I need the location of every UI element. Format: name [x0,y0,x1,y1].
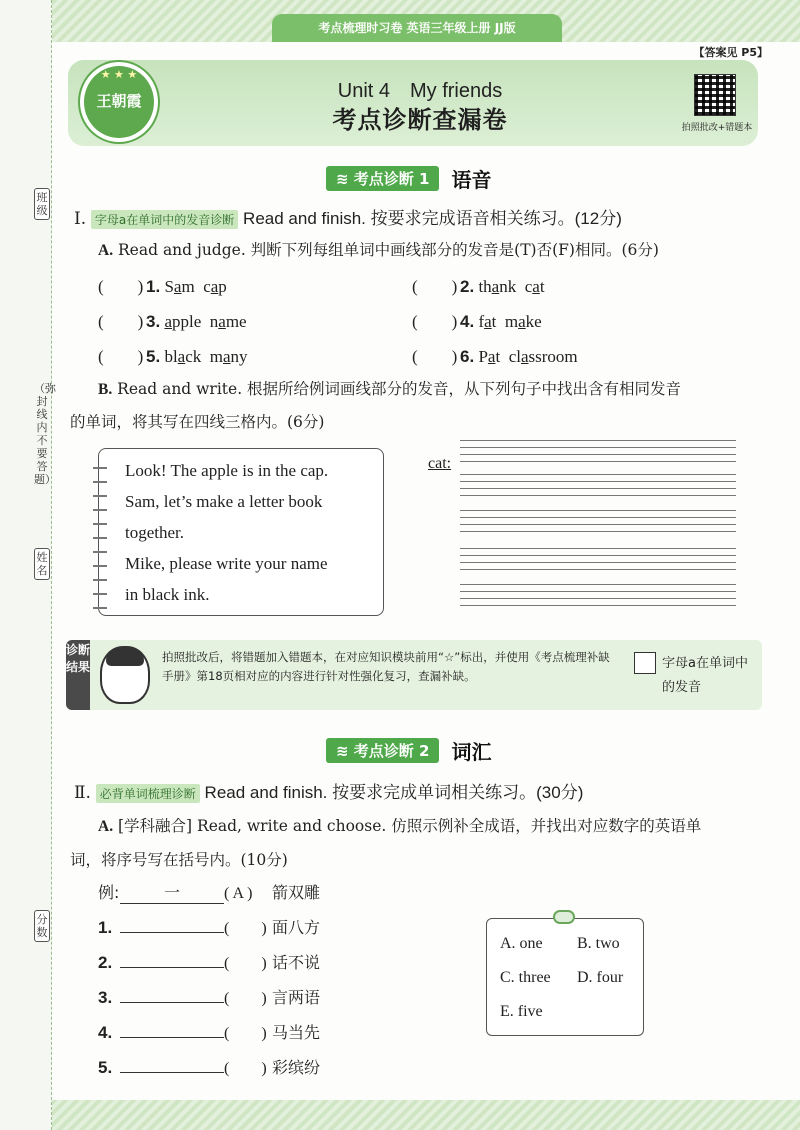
word-2: make [504,312,542,331]
example-idiom: 箭双雕 [272,883,321,902]
idiom-text: 彩缤纷 [272,1058,321,1077]
judge-item-1[interactable] [98,272,227,297]
question2-number: Ⅱ. [74,783,91,803]
logo-stars-icon: ★ ★ ★ [100,68,138,81]
idiom-blank[interactable] [120,1002,224,1003]
choice-e: E. five [500,1003,543,1020]
question2-instruction: Read and finish. 按要求完成单词相关练习。(30分) [204,783,584,802]
item-number: 2. [460,277,475,296]
idiom-text: 面八方 [272,918,321,937]
answer-paren[interactable]: ( ) [224,1025,267,1042]
notebook-line-2: Sam, let’s make a letter book [125,492,323,511]
q2-partA-text: [学科融合] Read, write and choose. 仿照示例补全成语，并找出对应数字的英语单 [113,817,702,835]
word-1: black [164,347,202,366]
question2-line [74,778,583,803]
qr-label: 拍照批改+错题本 [681,123,753,133]
item-number: 4. [98,1023,113,1042]
example-blank: 一 [120,880,224,904]
answer-paren[interactable]: ( ) [412,277,458,296]
answer-paren[interactable]: ( ) [98,312,144,331]
item-number: 6. [460,347,475,366]
idiom-example [98,880,320,904]
diagnosis-text: 拍照批改后，将错题加入错题本，在对应知识模块前用“☆”标出，并使用《考点梳理补缺手册》第18页相对应的内容进行针对性强化复习，查漏补缺。 [162,650,610,683]
section1-heading [326,164,491,193]
question1-tag: 字母a在单词中的发音诊断 [91,210,238,229]
section2-pill: ≋ 考点诊断 2 [326,738,439,763]
item-number: 1. [98,918,113,937]
spiral-rings-icon [93,459,107,609]
answer-paren[interactable]: ( ) [224,990,267,1007]
judge-item-4[interactable] [412,307,542,332]
section2-heading [326,736,491,765]
section2-topic: 词汇 [451,740,492,764]
writing-grid-3[interactable] [460,510,736,532]
idiom-blank[interactable] [120,967,224,968]
idiom-blank[interactable] [120,1072,224,1073]
judge-item-3[interactable] [98,307,247,332]
question1-instruction: Read and finish. 按要求完成语音相关练习。(12分) [243,209,622,228]
score-label: 分数 [34,910,50,942]
diagnosis-topic: 字母a在单词中的发音 [662,656,748,695]
q2-partA-line1 [98,814,701,836]
idiom-blank[interactable] [120,932,224,933]
word-1: apple [164,312,202,331]
idiom-text: 言两语 [272,988,321,1007]
section1-pill: ≋ 考点诊断 1 [326,166,439,191]
class-label: 班级 [34,188,50,220]
answer-paren[interactable]: ( ) [412,347,458,366]
item-number: 3. [98,988,113,1007]
judge-item-6[interactable] [412,342,578,367]
example-label: 例: [98,883,120,902]
answer-paren[interactable]: ( ) [412,312,458,331]
paper-clip-icon [553,910,575,924]
idiom-item-2[interactable] [98,950,320,973]
idiom-item-5[interactable] [98,1055,320,1078]
partA-text: Read and judge. 判断下列每组单词中画线部分的发音是(T)否(F)相同。(6分) [113,241,659,259]
partB-instruction-line2: 的单词，将其写在四线三格内。(6分) [70,413,325,431]
item-number: 5. [98,1058,113,1077]
idiom-blank[interactable] [120,1037,224,1038]
choice-b: B. two [577,935,620,952]
idiom-item-1[interactable] [98,915,320,938]
partA-instruction [98,238,659,260]
question1-line [74,204,622,229]
word-1: Pat [478,347,501,366]
example-word-cat: cat: [428,455,452,472]
idiom-item-3[interactable] [98,985,320,1008]
answer-paren[interactable]: ( ) [224,920,267,937]
item-number: 3. [146,312,161,331]
idiom-item-4[interactable] [98,1020,320,1043]
word-1: thank [478,277,517,296]
q2-partA-label: A. [98,818,114,835]
idiom-text: 话不说 [272,953,321,972]
diagnosis-tab: 诊断结果 [66,640,90,710]
partB-instruction-line1 [98,377,681,399]
choice-d: D. four [577,969,624,986]
word-2: classroom [508,347,578,366]
answer-paren[interactable]: ( ) [98,277,144,296]
writing-grid-2[interactable] [460,474,736,496]
word-2: many [209,347,248,366]
word-1: fat [478,312,497,331]
example-paren: ( A ) [224,885,253,902]
item-number: 4. [460,312,475,331]
q2-partA-line2: 词，将序号写在括号内。(10分) [70,851,288,869]
question2-tag: 必背单词梳理诊断 [96,784,200,803]
choice-c: C. three [500,969,551,986]
writing-grid-4[interactable] [460,548,736,570]
partB-label: B. [98,381,113,398]
bottom-band [52,1100,800,1130]
word-2: name [209,312,247,331]
choice-a: A. one [500,935,543,952]
sentence-notebook [98,448,384,616]
writing-grid-5[interactable] [460,584,736,606]
partA-label: A. [98,242,114,259]
exam-title: 考点诊断查漏卷 [332,106,508,134]
logo-text: 王朝霞 [96,92,142,110]
writing-grid-1[interactable] [460,440,736,462]
answer-reference: 【答案见 P5】 [693,46,768,59]
brand-logo [80,62,158,142]
question1-number: Ⅰ. [74,209,87,229]
item-number: 5. [146,347,161,366]
unit-title: Unit 4 My friends [337,80,503,102]
series-title: 考点梳理时习卷 英语三年级上册 JJ版 [272,14,562,42]
section1-topic: 语音 [451,168,492,192]
partB-text: Read and write. 根据所给例词画线部分的发音，从下列句子中找出含有相同发音 [112,380,682,398]
notebook-line-5: in black ink. [125,585,210,604]
notebook-line-4: Mike, please write your name [125,554,328,573]
judge-item-5[interactable] [98,342,248,367]
student-avatar-icon [100,646,150,704]
idiom-text: 马当先 [272,1023,321,1042]
answer-paren[interactable]: ( ) [224,955,267,972]
answer-paren[interactable]: ( ) [224,1060,267,1077]
word-2: cat [524,277,545,296]
judge-item-2[interactable] [412,272,545,297]
notebook-line-1: Look! The apple is in the cap. [125,461,329,480]
answer-paren[interactable]: ( ) [98,347,144,366]
diagnosis-checkbox[interactable] [634,652,656,674]
choice-box [486,918,644,1036]
seal-line-note: （弥封线内不要答题） [34,382,56,486]
item-number: 2. [98,953,113,972]
qr-code-icon[interactable] [694,74,736,116]
name-label: 姓名 [34,548,50,580]
notebook-line-3: together. [125,523,185,542]
word-2: cap [203,277,227,296]
word-1: Sam [164,277,195,296]
item-number: 1. [146,277,161,296]
